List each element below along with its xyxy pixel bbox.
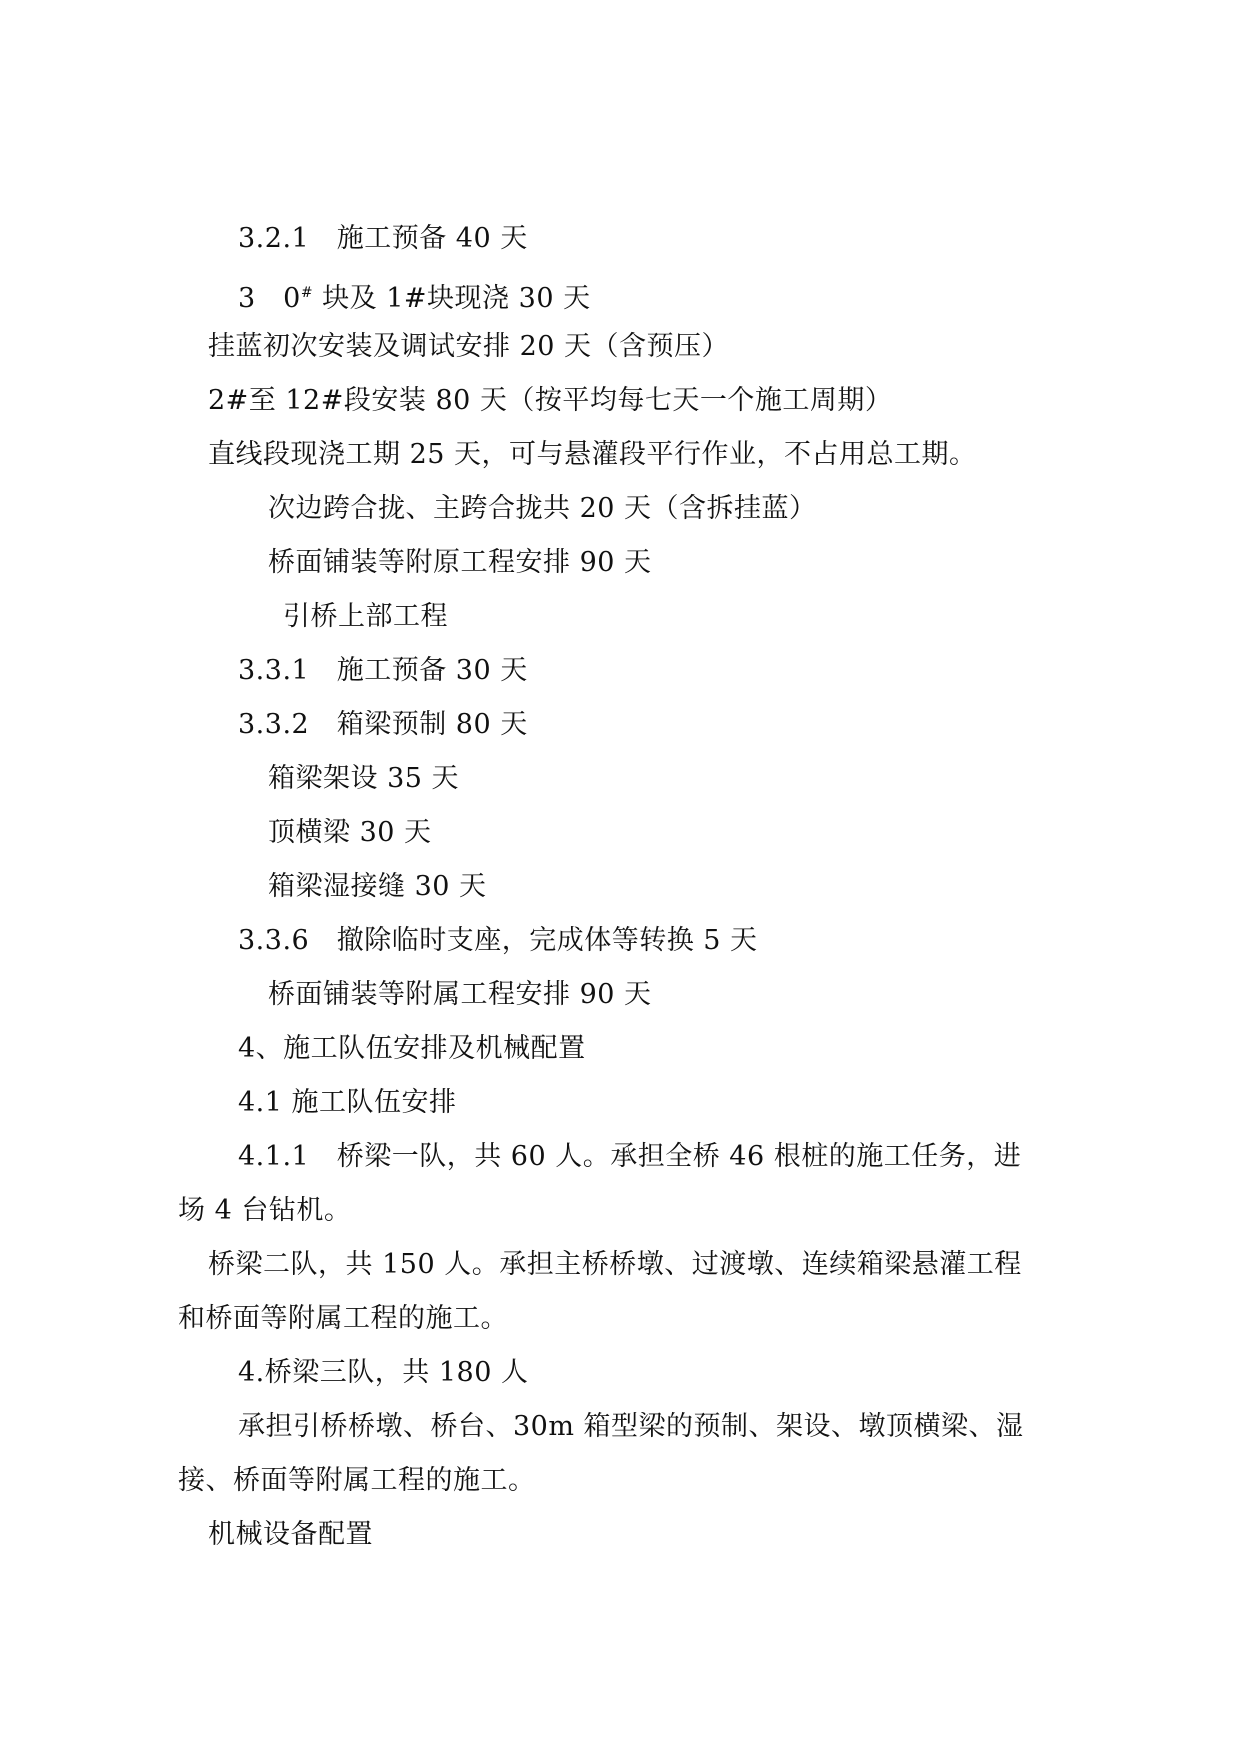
text-line: 2#至 12#段安装 80 天（按平均每七天一个施工周期）	[208, 385, 893, 416]
text-line: 直线段现浇工期 25 天，可与悬灌段平行作业，不占用总工期。	[208, 439, 977, 470]
text-line	[238, 276, 591, 316]
text-line: 桥梁二队，共 150 人。承担主桥桥墩、过渡墩、连续箱梁悬灌工程	[208, 1249, 1022, 1280]
superscript-mark: #	[300, 285, 314, 301]
text-line: 3.2.1 施工预备 40 天	[238, 223, 528, 254]
section-heading: 机械设备配置	[208, 1519, 373, 1550]
text-line: 桥面铺装等附属工程安排 90 天	[268, 979, 652, 1010]
subsection-heading: 4.1 施工队伍安排	[238, 1087, 457, 1118]
text-line: 次边跨合拢、主跨合拢共 20 天（含拆挂蓝）	[268, 493, 817, 524]
text-line: 4.1.1 桥梁一队，共 60 人。承担全桥 46 根桩的施工任务，进	[238, 1141, 1022, 1172]
text-line: 桥面铺装等附原工程安排 90 天	[268, 547, 652, 578]
text-line: 4.桥梁三队，共 180 人	[238, 1357, 529, 1388]
text-line: 箱梁架设 35 天	[268, 763, 460, 794]
text-line: 挂蓝初次安装及调试安排 20 天（含预压）	[208, 331, 730, 362]
text-line: 3.3.6 撤除临时支座，完成体等转换 5 天	[238, 925, 758, 956]
text-line: 3.3.2 箱梁预制 80 天	[238, 709, 528, 740]
section-heading: 引桥上部工程	[283, 601, 448, 632]
section-heading: 4、施工队伍安排及机械配置	[238, 1033, 586, 1064]
text-fragment: 块及 1#块现浇 30 天	[313, 283, 591, 314]
text-line: 和桥面等附属工程的施工。	[178, 1303, 508, 1334]
text-line: 场 4 台钻机。	[178, 1195, 352, 1226]
text-line: 箱梁湿接缝 30 天	[268, 871, 487, 902]
text-line: 承担引桥桥墩、桥台、30m 箱型梁的预制、架设、墩顶横梁、湿	[238, 1411, 1024, 1442]
text-line: 顶横梁 30 天	[268, 817, 432, 848]
text-line: 接、桥面等附属工程的施工。	[178, 1465, 536, 1496]
text-fragment: 3 0	[238, 283, 301, 314]
text-line: 3.3.1 施工预备 30 天	[238, 655, 528, 686]
